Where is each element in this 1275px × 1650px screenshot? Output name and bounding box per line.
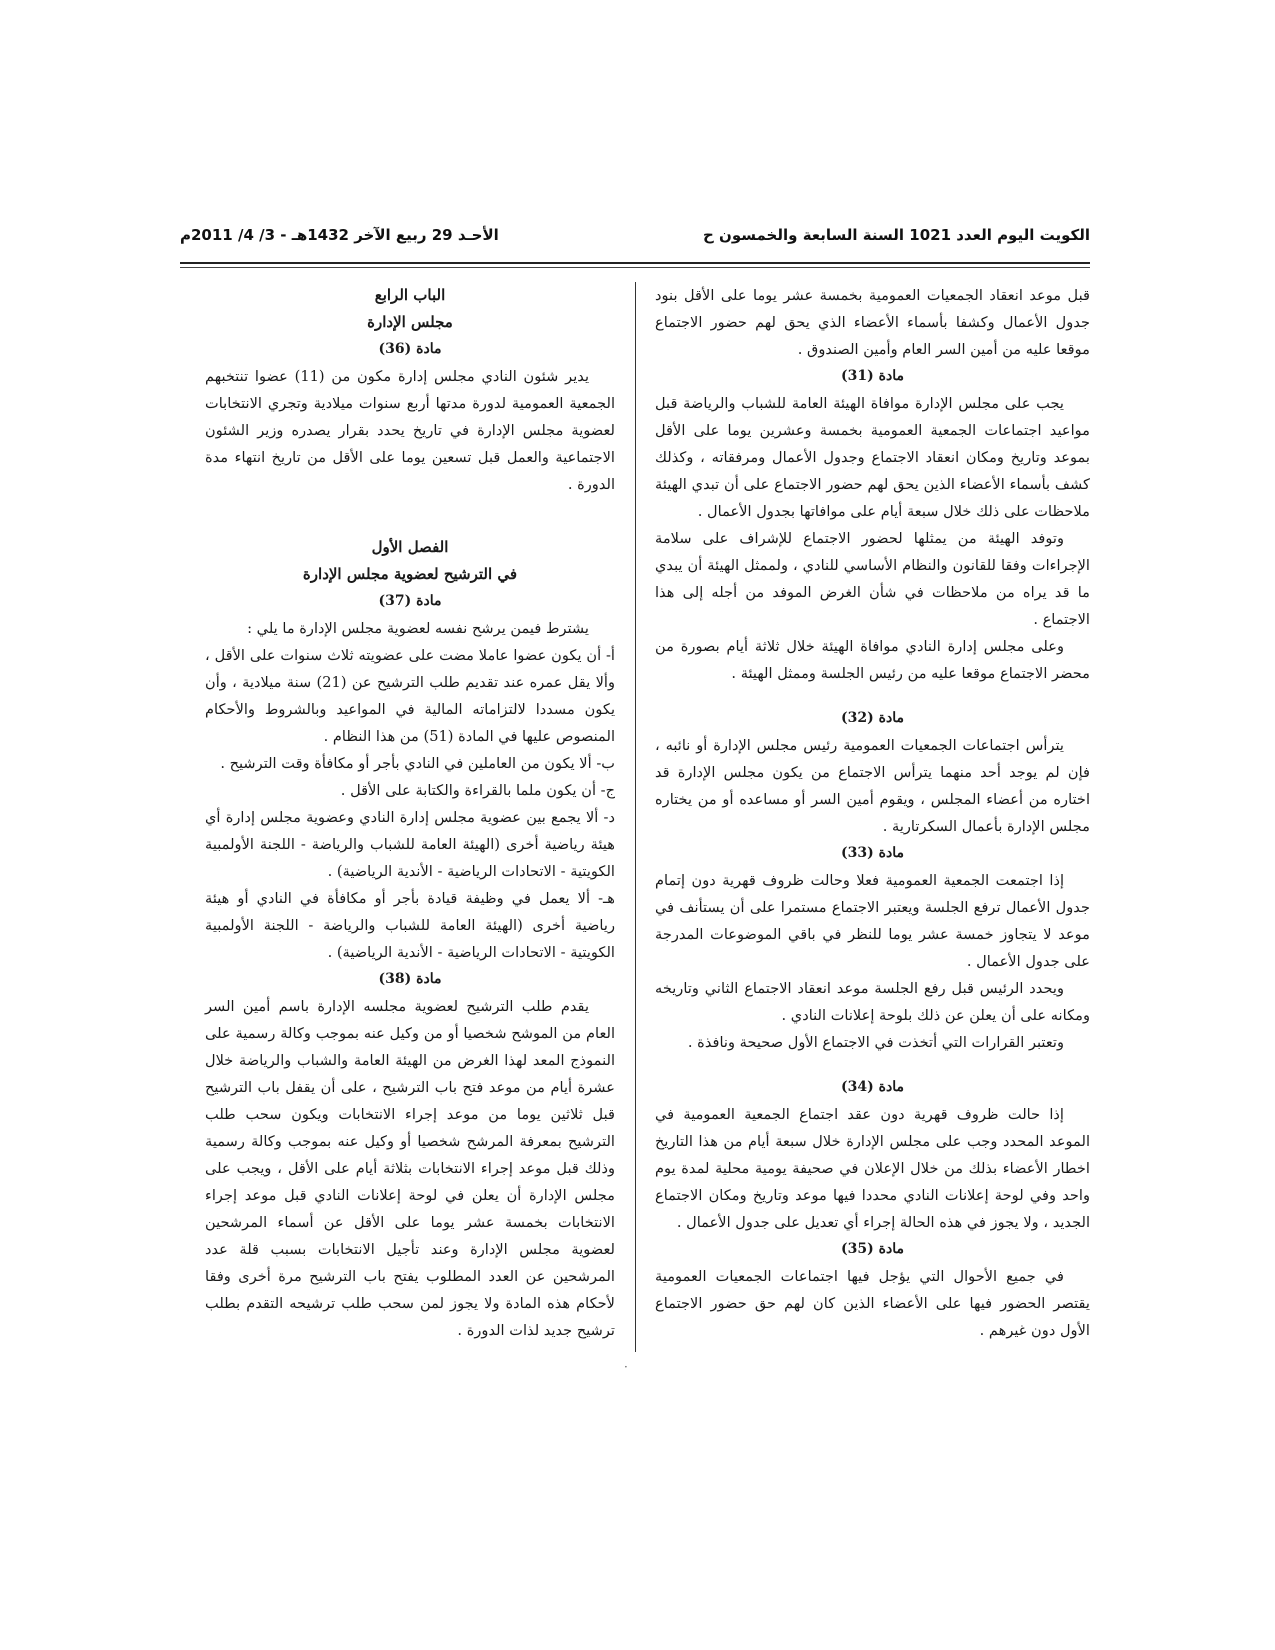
header-date: الأحـد 29 ربيع الآخر 1432هـ - 3/ 4/ 2011م: [180, 226, 499, 244]
chapter-title: مجلس الإدارة: [367, 313, 453, 331]
chapter-heading: الباب الرابع: [374, 286, 446, 304]
spacer: [205, 498, 615, 516]
list-item: أ- أن يكون عضوا عاملا مضت على عضويته ثلاث سنوات على الأقل ، وألا يقل عمره عند تقديم طلب الترشيح عن (21) سنة ميلادية ، وأن يكون مسددا لالتزاماته المالية في المواعيد وبالشروط والأحكام المنصوص عليها في المادة (51) من هذا النظام .: [205, 647, 615, 745]
section-title: في الترشيح لعضوية مجلس الإدارة: [302, 565, 518, 583]
list-item: د- ألا يجمع بين عضوية مجلس إدارة النادي وعضوية مجلس إدارة أي هيئة رياضية أخرى (الهيئة العامة للشباب والرياضة - اللجنة الأولمبية الكويتية - الاتحادات الرياضية - الأندية الرياضية) .: [205, 809, 615, 880]
paragraph: يقدم طلب الترشيح لعضوية مجلسه الإدارة باسم أمين السر العام من الموشح شخصيا أو من وكيل عنه بموجب وكالة رسمية على النموذج المعد لهذا الغرض من الهيئة العامة والشباب والرياضة خلال عشرة أيام من موعد فتح باب الترشيح ، على أن يقفل باب الترشيح قبل ثلاثين يوما من موعد إجراء الانتخابات ويكون سحب طلب الترشيح بمعرفة المرشح شخصيا أو وكيل عنه بموجب وكالة رسمية وذلك قبل موعد إجراء الانتخابات بثلاثة أيام على الأقل ، ويجب على مجلس الإدارة أن يعلن في لوحة إعلانات النادي قبل موعد إجراء الانتخابات بخمسة عشر يوما على الأقل عن أسماء المرشحين لعضوية مجلس الإدارة وعند تأجيل الانتخابات بسبب قلة عدد المرشحين عن العدد المطلوب يفتح باب الترشيح مرة أخرى وفقا لأحكام هذه المادة ولا يجوز لمن سحب طلب ترشيحه التقدم بطلب ترشيح جديد لذات الدورة .: [205, 998, 615, 1339]
paragraph: وتعتبر القرارات التي أتخذت في الاجتماع الأول صحيحة ونافذة .: [687, 1034, 1064, 1051]
right-column: [655, 282, 1090, 1344]
spacer: [205, 516, 615, 534]
spacer: [655, 1056, 1090, 1074]
header-rule-thin: [180, 267, 1090, 268]
list-item: ج- أن يكون ملما بالقراءة والكتابة على الأقل .: [340, 782, 615, 799]
article-heading-35: مادة (35): [841, 1241, 904, 1257]
article-heading-32: مادة (32): [841, 710, 904, 726]
section-heading: الفصل الأول: [371, 538, 449, 556]
page-mark: ·: [624, 1360, 628, 1374]
article-heading-33: مادة (33): [841, 845, 904, 861]
article-heading-34: مادة (34): [841, 1079, 904, 1095]
page-header: [180, 226, 1090, 256]
paragraph: إذا اجتمعت الجمعية العمومية فعلا وحالت ظروف قهرية دون إتمام جدول الأعمال ترفع الجلسة ويعتبر الاجتماع مستمرا على أن يستأنف في موعد لا يتجاوز خمسة عشر يوما للنظر في باقي الموضوعات المدرجة على جدول الأعمال .: [655, 872, 1090, 970]
paragraph: وتوفد الهيئة من يمثلها لحضور الاجتماع للإشراف على سلامة الإجراءات وفقا للقانون والنظام الأساسي للنادي ، ولممثل الهيئة أن يبدي ما قد يراه من ملاحظات في شأن الغرض الموفد من أجله إلى هذا الاجتماع .: [655, 530, 1090, 628]
article-heading-31: مادة (31): [841, 368, 904, 384]
header-gazette-info: الكويت اليوم العدد 1021 السنة السابعة والخمسون ح: [703, 226, 1090, 244]
paragraph: يدير شئون النادي مجلس إدارة مكون من (11) عضوا تنتخبهم الجمعية العمومية لدورة مدتها أربع سنوات ميلادية وتجري الانتخابات لعضوية مجلس الإدارة في تاريخ يحدد بقرار يصدره وزير الشئون الاجتماعية والعمل قبل تسعين يوما على الأقل من تاريخ انتهاء مدة الدورة .: [205, 368, 615, 493]
paragraph: في جميع الأحوال التي يؤجل فيها اجتماعات الجمعيات العمومية يقتصر الحضور فيها على الأعضاء الذين كان لهم حق حضور الاجتماع الأول دون غيرهم .: [655, 1268, 1090, 1339]
paragraph: وعلى مجلس إدارة النادي موافاة الهيئة خلال ثلاثة أيام بصورة من محضر الاجتماع موقعا عليه من رئيس الجلسة وممثل الهيئة .: [655, 638, 1090, 682]
paragraph: يترأس اجتماعات الجمعيات العمومية رئيس مجلس الإدارة أو نائبه ، فإن لم يوجد أحد منهما يترأس الاجتماع من يكون مجلس الإدارة قد اختاره من أعضاء المجلس ، ويقوم أمين السر أو مساعده أو من يختاره مجلس الإدارة بأعمال السكرتارية .: [655, 737, 1090, 835]
paragraph: قبل موعد انعقاد الجمعيات العمومية بخمسة عشر يوما على الأقل بنود جدول الأعمال وكشفا بأسماء الأعضاء الذي يحق لهم حضور الاجتماع موقعا عليه من أمين السر العام وأمين الصندوق .: [655, 287, 1090, 358]
article-heading-37: مادة (37): [378, 593, 442, 609]
list-item: ب- ألا يكون من العاملين في النادي بأجر أو مكافأة وقت الترشيح .: [220, 755, 615, 772]
paragraph: ويحدد الرئيس قبل رفع الجلسة موعد انعقاد الاجتماع الثاني وتاريخه ومكانه على أن يعلن عن ذلك بلوحة إعلانات النادي .: [655, 980, 1090, 1024]
left-column: [205, 282, 615, 1344]
article-heading-38: مادة (38): [378, 971, 442, 987]
paragraph: يجب على مجلس الإدارة موافاة الهيئة العامة للشباب والرياضة قبل مواعيد اجتماعات الجمعية العمومية بخمسة وعشرين يوما على الأقل بموعد وتاريخ ومكان انعقاد الاجتماع وجدول الأعمال ومرفقاته ، وكذلك كشف بأسماء الأعضاء الذين يحق لهم حضور الاجتماع على أن تبدي الهيئة ملاحظات على ذلك خلال سبعة أيام على موافاتها بجدول الأعمال .: [655, 395, 1090, 520]
paragraph: إذا حالت ظروف قهرية دون عقد اجتماع الجمعية العمومية في الموعد المحدد وجب على مجلس الإدارة خلال سبعة أيام من هذا التاريخ اخطار الأعضاء بذلك من خلال الإعلان في صحيفة يومية محلية لمدة يوم واحد وفي لوحة إعلانات النادي محددا فيها موعد وتاريخ ومكان الاجتماع الجديد ، ولا يجوز في هذه الحالة إجراء أي تعديل على جدول الأعمال .: [655, 1106, 1090, 1231]
spacer: [655, 687, 1090, 705]
header-rule: [180, 262, 1090, 264]
article-heading-36: مادة (36): [378, 341, 442, 357]
list-item: هـ- ألا يعمل في وظيفة قيادة بأجر أو مكافأة في النادي أو هيئة رياضية أخرى (الهيئة العامة للشباب والرياضة - اللجنة الأولمبية الكويتية - الاتحادات الرياضية - الأندية الرياضية) .: [205, 890, 615, 961]
column-divider: [635, 282, 636, 1352]
paragraph: يشترط فيمن يرشح نفسه لعضوية مجلس الإدارة ما يلي :: [247, 620, 589, 637]
